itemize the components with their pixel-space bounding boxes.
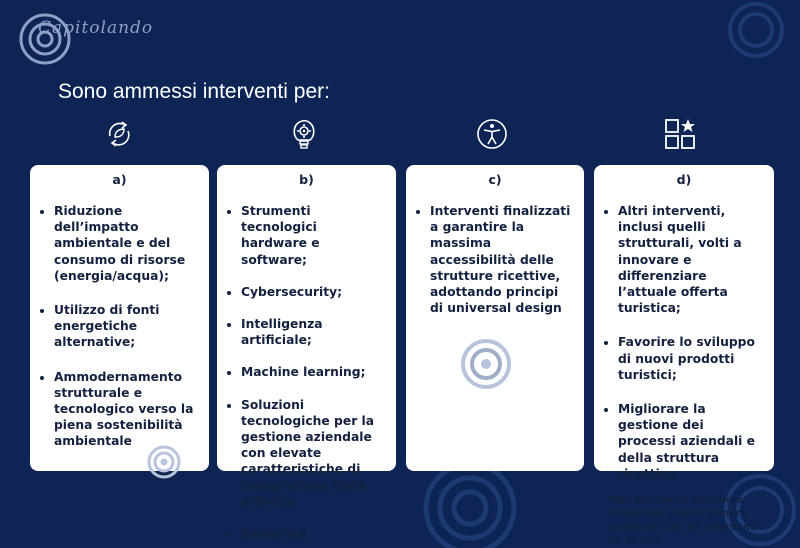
decorative-ring-card-b [146,444,182,471]
list-item: • Strumenti tecnologici hardware e software; [241,203,386,268]
list-item: • Cybersecurity; [241,284,386,300]
card-a [30,165,209,471]
tech-bulb-icon [288,116,320,152]
card-b-list [227,203,386,542]
decorative-ring-card-c [460,338,512,390]
list-item: • Ammodernamento strutturale e tecnologico verso la piena sostenibilità ambientale [54,369,199,450]
list-item: • Altri interventi, inclusi quelli strutturali, volti a innovare e differenziare l’attuale offerta turistica; [618,203,764,316]
card-d-list [604,203,764,482]
decorative-arcs-top-right [726,0,786,30]
list-item: • Interventi finalizzati a garantire la massima accessibilità delle strutture ricettive, adottando principi di universal design [430,203,574,316]
card-d-letter: d) [676,172,692,187]
card-d [594,165,774,547]
card-c-list [416,203,574,316]
accessibility-icon [476,116,508,152]
brand-logo-text: Capitolando [38,18,154,38]
list-item: • Migliorare la gestione dei processi aziendali e della struttura ricettiva [618,401,764,482]
list-item: • Riduzione dell’impatto ambientale e del consumo di risorse (energia/acqua); [54,203,199,284]
card-b-letter: b) [299,172,314,187]
page-title: Sono ammessi interventi per: [58,80,330,103]
card-c [406,165,584,471]
list-item: • Domotica [241,526,386,542]
card-b [217,165,396,542]
card-c-letter: c) [488,172,502,187]
recycle-icon [103,116,135,152]
footnote: *Tali interventi dovranno comunque essere sempre combinati con gli interventi a), b) e c) [608,495,758,547]
list-item: • Soluzioni tecnologiche per la gestione aziendale con elevate caratteristiche di integrazione delle attività; [241,397,386,510]
list-item: • Utilizzo di fonti energetiche alternative; [54,302,199,351]
card-a-list [40,203,199,450]
list-item: • Intelligenza artificiale; [241,316,386,348]
apps-star-icon [664,116,696,152]
list-item: • Machine learning; [241,364,386,380]
list-item: • Favorire lo sviluppo di nuovi prodotti turistici; [618,334,764,383]
card-a-letter: a) [112,172,127,187]
